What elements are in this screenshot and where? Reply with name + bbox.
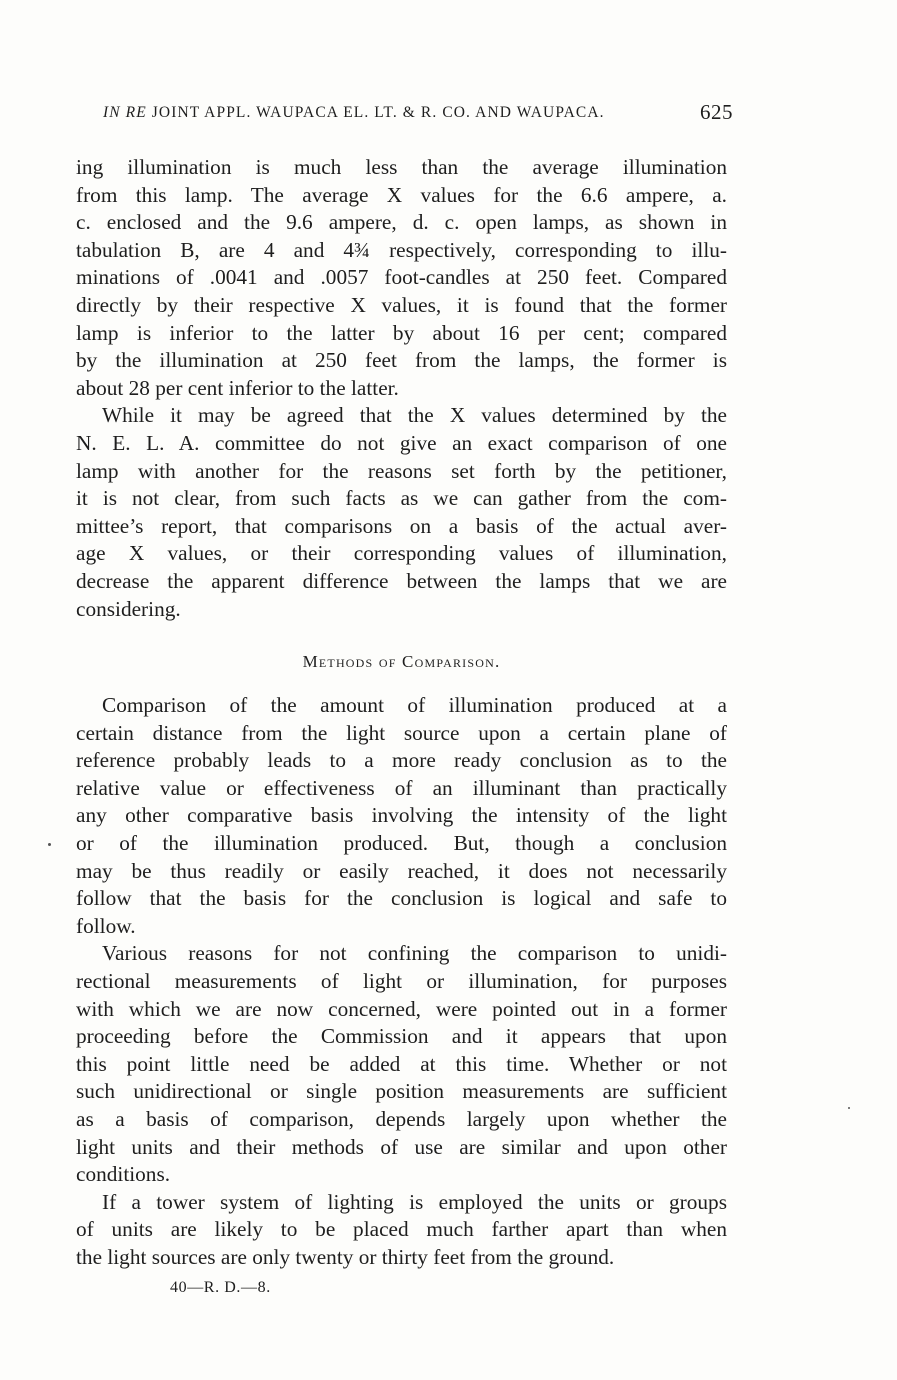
text-line: about 28 per cent inferior to the latter. xyxy=(76,375,399,400)
paragraph xyxy=(76,692,727,940)
running-head-text: JOINT APPL. WAUPACA EL. LT. & R. CO. AND WAUPACA. xyxy=(151,104,605,121)
text-line: from this lamp. The average X values for the 6.6 ampere, a. xyxy=(76,182,727,207)
text-line: age X values, or their corresponding values of illumination, xyxy=(76,541,727,566)
body-section-one xyxy=(76,154,727,623)
text-line: N. E. L. A. committee do not give an exact comparison of one xyxy=(76,430,727,455)
text-line: any other comparative basis involving the intensity of the light xyxy=(76,803,727,828)
section-heading-text: Methods of Comparison. xyxy=(302,652,501,671)
text-line: If a tower system of lighting is employed the units or groups xyxy=(102,1189,727,1214)
text-line: reference probably leads to a more ready conclusion as to the xyxy=(76,748,727,773)
text-line: lamp is inferior to the latter by about 16 per cent; compared xyxy=(76,320,727,345)
text-line: follow that the basis for the conclusion is logical and safe to xyxy=(76,886,727,911)
text-line: certain distance from the light source upon a certain plane of xyxy=(76,720,727,745)
printer-signature-mark: 40—R. D.—8. xyxy=(170,1279,271,1296)
scan-speck xyxy=(848,1107,850,1109)
text-line: proceeding before the Commission and it appears that upon xyxy=(76,1024,727,1049)
text-line: light units and their methods of use are similar and upon other xyxy=(76,1134,727,1159)
paragraph xyxy=(76,154,727,402)
section-heading xyxy=(76,652,727,672)
text-line: as a basis of comparison, depends largely upon whether the xyxy=(76,1106,727,1131)
body-section-two xyxy=(76,692,727,1271)
text-line: the light sources are only twenty or thirty feet from the ground. xyxy=(76,1244,615,1269)
text-line: may be thus readily or easily reached, it does not necessarily xyxy=(76,858,727,883)
text-line: with which we are now concerned, were pointed out in a former xyxy=(76,996,727,1021)
text-line: minations of .0041 and .0057 foot-candles at 250 feet. Compared xyxy=(76,265,727,290)
running-head-italic-prefix: IN RE xyxy=(103,104,147,121)
scan-speck xyxy=(48,843,51,846)
text-line: considering. xyxy=(76,596,181,621)
text-line: follow. xyxy=(76,913,136,938)
text-line: conditions. xyxy=(76,1162,171,1187)
running-head-title xyxy=(103,104,605,122)
text-line: mittee’s report, that comparisons on a basis of the actual aver- xyxy=(76,513,727,538)
text-line: such unidirectional or single position measurements are sufficient xyxy=(76,1079,727,1104)
page-number: 625 xyxy=(700,100,733,124)
text-line: rectional measurements of light or illumination, for purposes xyxy=(76,968,727,993)
paragraph xyxy=(76,402,727,623)
text-line: ing illumination is much less than the average illumination xyxy=(76,155,727,179)
text-line: tabulation B, are 4 and 4¾ respectively, corresponding to illu- xyxy=(76,237,727,262)
text-line: c. enclosed and the 9.6 ampere, d. c. open lamps, as shown in xyxy=(76,210,727,235)
text-line: or of the illumination produced. But, though a conclusion xyxy=(76,830,727,855)
paragraph xyxy=(76,1189,727,1272)
running-head xyxy=(103,100,733,130)
text-line: While it may be agreed that the X values determined by the xyxy=(102,403,727,428)
text-line: relative value or effectiveness of an illuminant than practically xyxy=(76,775,727,800)
text-line: of units are likely to be placed much farther apart than when xyxy=(76,1217,727,1242)
text-line: decrease the apparent difference between the lamps that we are xyxy=(76,568,727,593)
text-line: by the illumination at 250 feet from the lamps, the former is xyxy=(76,348,727,373)
text-line: lamp with another for the reasons set forth by the petitioner, xyxy=(76,458,727,483)
text-line: Various reasons for not confining the comparison to unidi- xyxy=(102,941,727,966)
paragraph xyxy=(76,940,727,1188)
text-line: this point little need be added at this time. Whether or not xyxy=(76,1051,727,1076)
text-line: Comparison of the amount of illumination produced at a xyxy=(102,693,727,717)
text-line: directly by their respective X values, it is found that the former xyxy=(76,292,727,317)
text-line: it is not clear, from such facts as we can gather from the com- xyxy=(76,486,727,511)
